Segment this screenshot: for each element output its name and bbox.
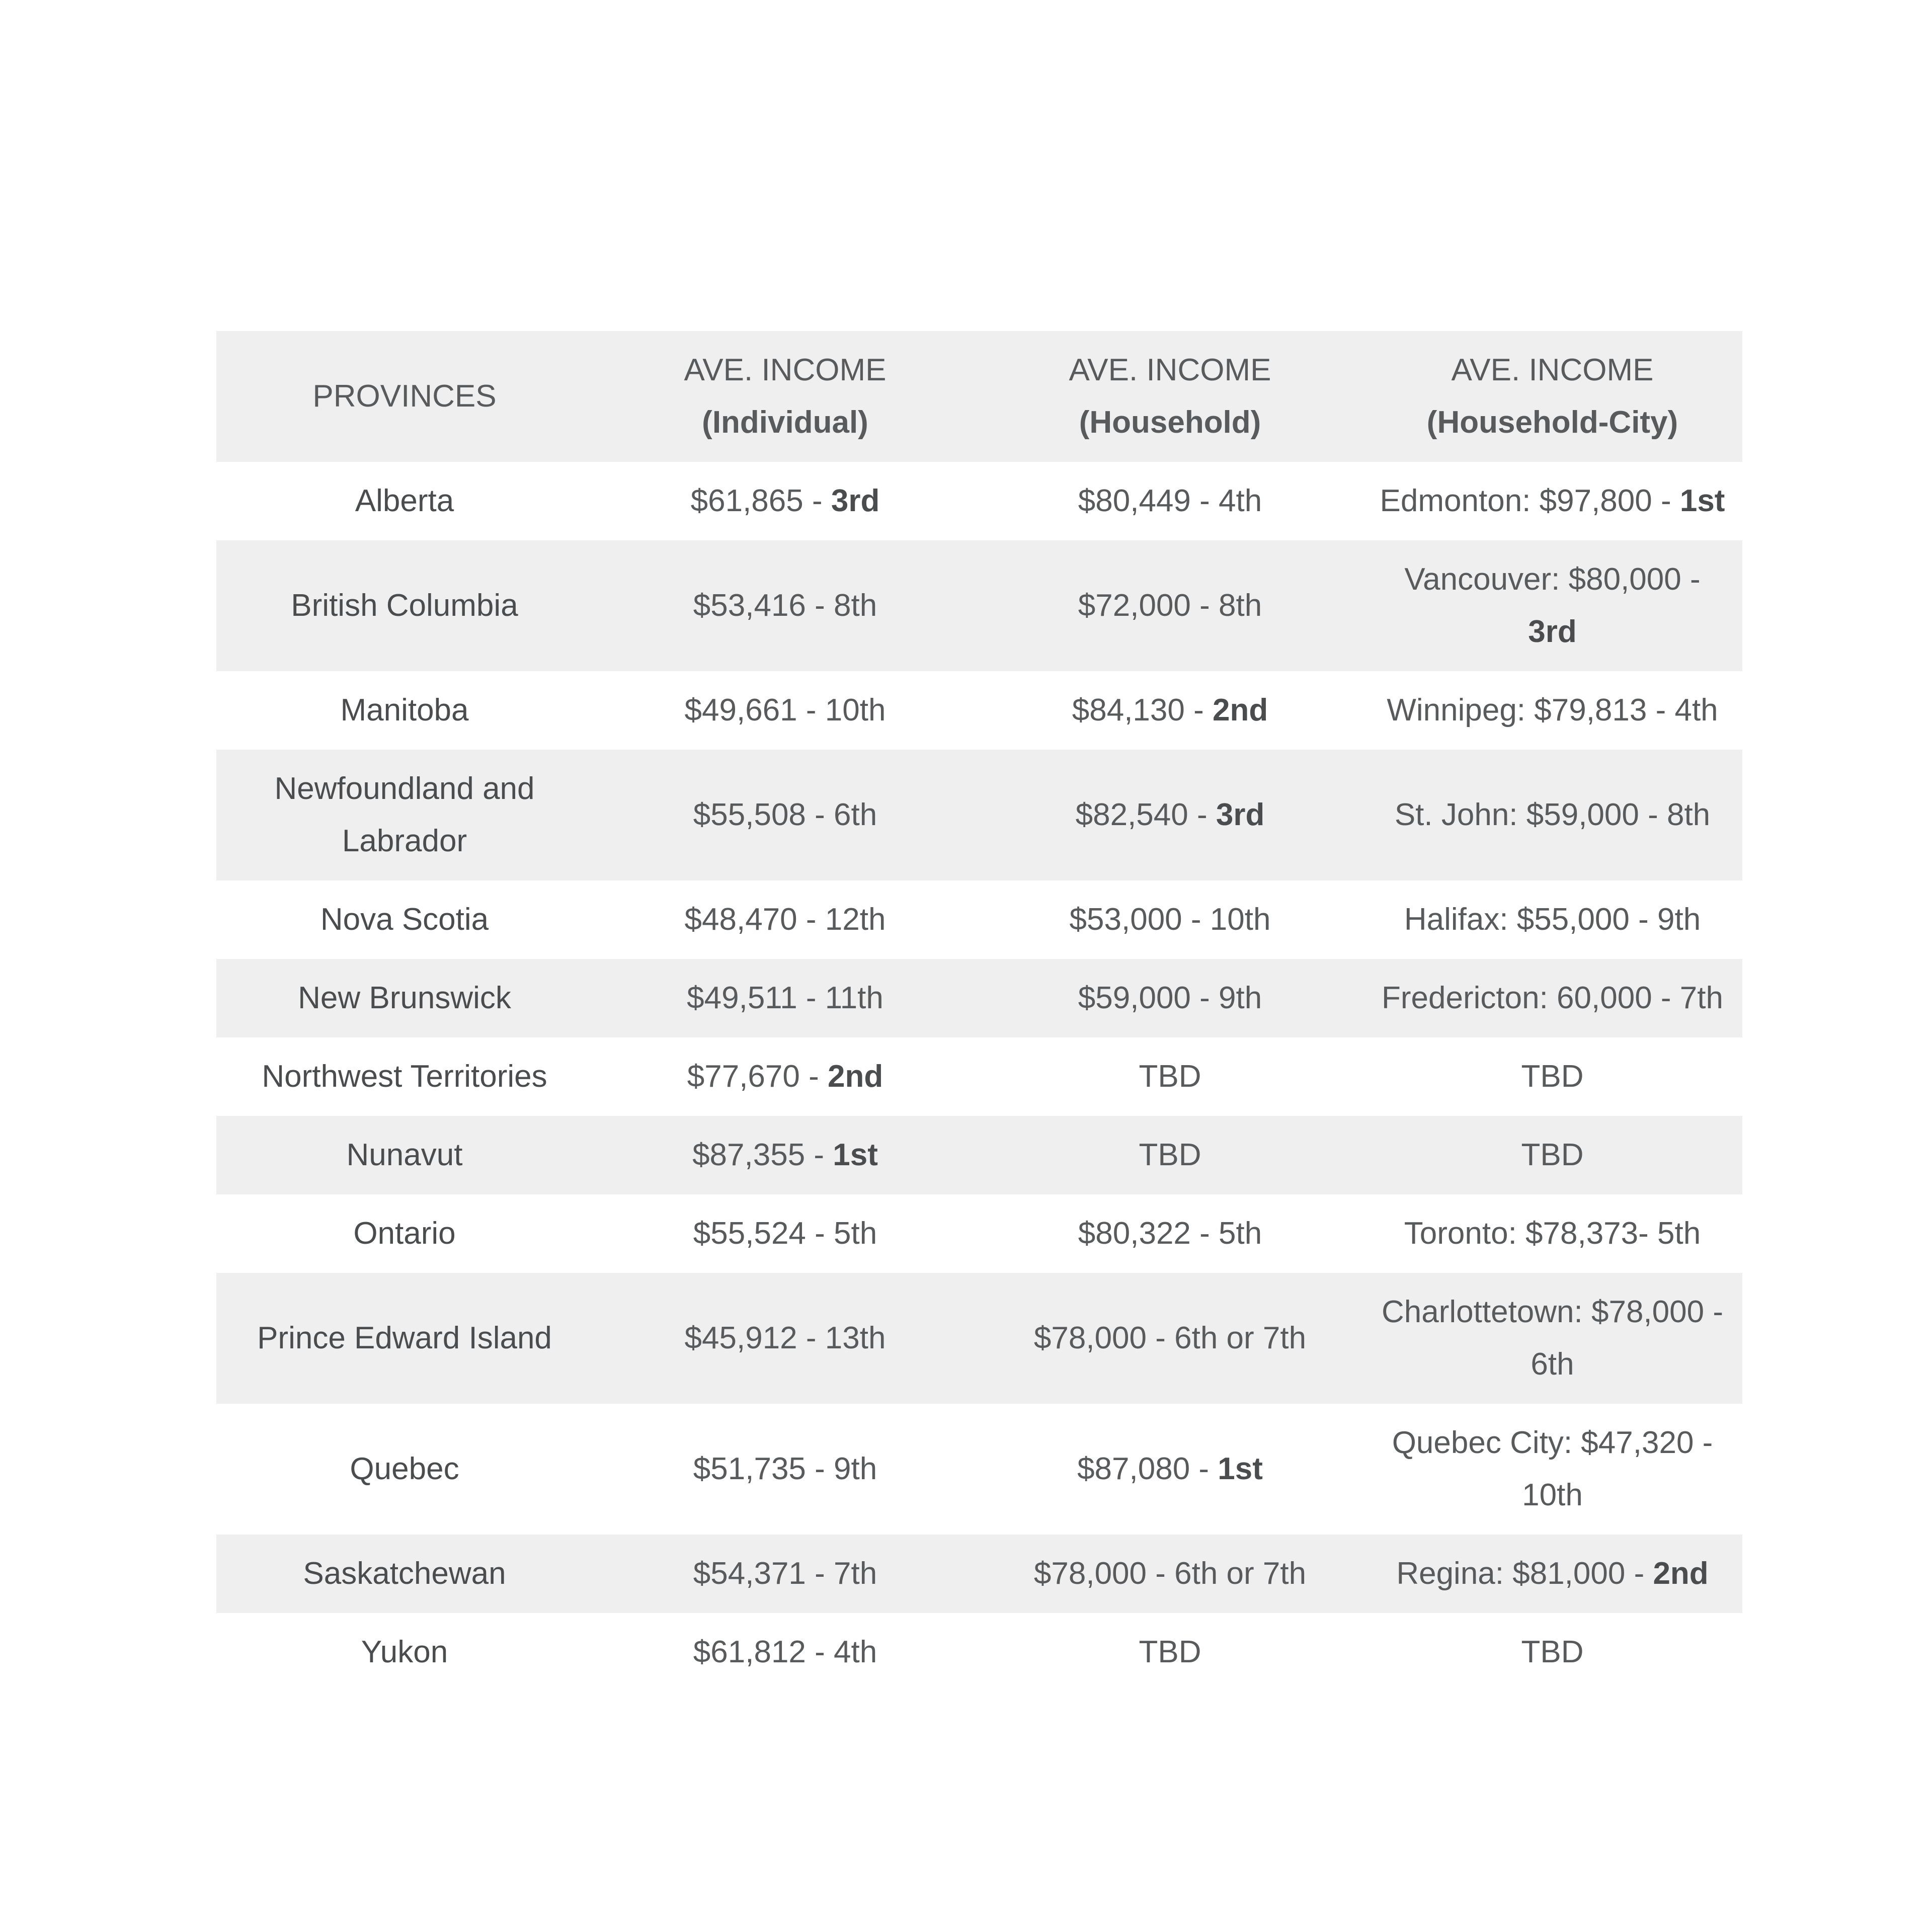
table-row	[216, 671, 1742, 750]
province-name: Alberta	[355, 484, 454, 518]
cell-text: TBD	[1139, 1635, 1201, 1669]
cell-text: $87,080 -	[1077, 1452, 1218, 1486]
cell-text: $48,470 - 12th	[684, 902, 886, 937]
cell-text: Toronto: $78,373- 5th	[1404, 1216, 1701, 1251]
header-line1: AVE. INCOME	[1069, 353, 1271, 387]
rank-bold: 1st	[833, 1138, 878, 1172]
table-row	[216, 1273, 1742, 1404]
ave-income-household	[978, 462, 1362, 540]
ave-income-household-city	[1362, 671, 1742, 750]
rank-bold: 3rd	[831, 484, 880, 518]
ave-income-household-city	[1362, 540, 1742, 671]
cell-text: Charlottetown: $78,000 - 6th	[1382, 1295, 1723, 1382]
ave-income-household	[978, 1613, 1362, 1692]
cell-text: $59,000 - 9th	[1078, 981, 1262, 1015]
table-row	[216, 1194, 1742, 1273]
ave-income-individual	[593, 1535, 978, 1613]
ave-income-individual	[593, 959, 978, 1037]
ave-income-household-city	[1362, 1116, 1742, 1194]
ave-income-household-city	[1362, 1535, 1742, 1613]
cell-text: $82,540 -	[1075, 797, 1216, 832]
table-row	[216, 1116, 1742, 1194]
ave-income-individual	[593, 540, 978, 671]
cell-text: TBD	[1521, 1059, 1584, 1094]
table-row	[216, 750, 1742, 880]
cell-text: $61,865 -	[690, 484, 831, 518]
ave-income-individual	[593, 1273, 978, 1404]
ave-income-household	[978, 1116, 1362, 1194]
cell-text: $54,371 - 7th	[693, 1556, 877, 1591]
cell-text: $53,000 - 10th	[1069, 902, 1271, 937]
ave-income-household	[978, 1037, 1362, 1116]
ave-income-household	[978, 1273, 1362, 1404]
cell-text: $49,511 - 11th	[687, 981, 883, 1015]
cell-text: Winnipeg: $79,813 - 4th	[1387, 693, 1718, 728]
ave-income-household-city	[1362, 1613, 1742, 1692]
rank-bold: 2nd	[827, 1059, 883, 1094]
cell-text: Quebec City: $47,320 - 10th	[1392, 1425, 1713, 1512]
rank-bold: 1st	[1679, 484, 1725, 518]
ave-income-household	[978, 671, 1362, 750]
cell-text: $45,912 - 13th	[684, 1321, 886, 1355]
column-header-income-3	[1362, 331, 1742, 462]
table-row	[216, 1404, 1742, 1535]
ave-income-individual	[593, 1037, 978, 1116]
cell-text: $72,000 - 8th	[1078, 588, 1262, 623]
province-name: Nunavut	[346, 1138, 463, 1172]
province-name: Manitoba	[340, 693, 469, 728]
ave-income-household-city	[1362, 1273, 1742, 1404]
header-line2: (Household)	[1079, 405, 1261, 440]
cell-text: $55,524 - 5th	[693, 1216, 877, 1251]
cell-text: TBD	[1521, 1635, 1584, 1669]
cell-text: Halifax: $55,000 - 9th	[1404, 902, 1701, 937]
province-name: British Columbia	[291, 588, 518, 623]
province-name: Yukon	[361, 1635, 448, 1669]
cell-text: Fredericton: 60,000 - 7th	[1382, 981, 1723, 1015]
ave-income-household	[978, 880, 1362, 959]
cell-text: TBD	[1521, 1138, 1584, 1172]
header-row	[216, 331, 1742, 462]
ave-income-individual	[593, 462, 978, 540]
provinces-income-table	[216, 331, 1742, 1692]
header-line2: (Household-City)	[1426, 405, 1678, 440]
rank-bold: 3rd	[1216, 797, 1265, 832]
province-name: Newfoundland and Labrador	[274, 771, 535, 858]
column-header-income-2	[978, 331, 1362, 462]
province-name: Ontario	[353, 1216, 456, 1251]
ave-income-individual	[593, 1404, 978, 1535]
ave-income-household-city	[1362, 750, 1742, 880]
ave-income-household	[978, 540, 1362, 671]
cell-text: TBD	[1139, 1059, 1201, 1094]
cell-text: $87,355 -	[692, 1138, 833, 1172]
header-line1: AVE. INCOME	[1451, 353, 1654, 387]
table-row	[216, 462, 1742, 540]
ave-income-individual	[593, 1116, 978, 1194]
cell-text: $80,322 - 5th	[1078, 1216, 1262, 1251]
ave-income-individual	[593, 750, 978, 880]
table-row	[216, 540, 1742, 671]
rank-bold: 2nd	[1653, 1556, 1709, 1591]
cell-text: $77,670 -	[687, 1059, 828, 1094]
cell-text: Vancouver: $80,000 -	[1404, 562, 1701, 597]
table-header	[216, 331, 1742, 462]
province-name: Saskatchewan	[303, 1556, 506, 1591]
ave-income-household	[978, 959, 1362, 1037]
table-row	[216, 880, 1742, 959]
ave-income-household-city	[1362, 1037, 1742, 1116]
column-header-income-1	[593, 331, 978, 462]
cell-text: $61,812 - 4th	[693, 1635, 877, 1669]
ave-income-household	[978, 1404, 1362, 1535]
ave-income-individual	[593, 1613, 978, 1692]
column-header-provinces: PROVINCES	[312, 379, 497, 414]
province-name: Prince Edward Island	[257, 1321, 552, 1355]
province-name: Nova Scotia	[320, 902, 489, 937]
ave-income-household-city	[1362, 1194, 1742, 1273]
cell-text: Edmonton: $97,800 -	[1380, 484, 1680, 518]
rank-bold: 1st	[1218, 1452, 1263, 1486]
ave-income-household-city	[1362, 462, 1742, 540]
cell-text: $78,000 - 6th or 7th	[1033, 1321, 1307, 1355]
ave-income-household-city	[1362, 1404, 1742, 1535]
header-line1: AVE. INCOME	[684, 353, 887, 387]
table-row	[216, 1613, 1742, 1692]
cell-text: $53,416 - 8th	[693, 588, 877, 623]
cell-text: $84,130 -	[1072, 693, 1213, 728]
province-name: New Brunswick	[298, 981, 511, 1015]
rank-bold: 2nd	[1212, 693, 1268, 728]
cell-text: TBD	[1139, 1138, 1201, 1172]
province-name: Northwest Territories	[262, 1059, 547, 1094]
ave-income-household	[978, 1194, 1362, 1273]
ave-income-individual	[593, 880, 978, 959]
header-line2: (Individual)	[702, 405, 868, 440]
cell-text: $80,449 - 4th	[1078, 484, 1262, 518]
table-row	[216, 1037, 1742, 1116]
ave-income-household-city	[1362, 880, 1742, 959]
table-row	[216, 959, 1742, 1037]
cell-text: Regina: $81,000 -	[1396, 1556, 1653, 1591]
province-name: Quebec	[350, 1452, 459, 1486]
cell-text: $49,661 - 10th	[684, 693, 886, 728]
ave-income-individual	[593, 671, 978, 750]
cell-text: $55,508 - 6th	[693, 797, 877, 832]
rank-bold: 3rd	[1528, 614, 1577, 649]
cell-text: St. John: $59,000 - 8th	[1394, 797, 1711, 832]
ave-income-household	[978, 1535, 1362, 1613]
table-row	[216, 1535, 1742, 1613]
table-body	[216, 462, 1742, 1692]
ave-income-household-city	[1362, 959, 1742, 1037]
ave-income-individual	[593, 1194, 978, 1273]
ave-income-household	[978, 750, 1362, 880]
cell-text: $51,735 - 9th	[693, 1452, 877, 1486]
cell-text: $78,000 - 6th or 7th	[1033, 1556, 1307, 1591]
